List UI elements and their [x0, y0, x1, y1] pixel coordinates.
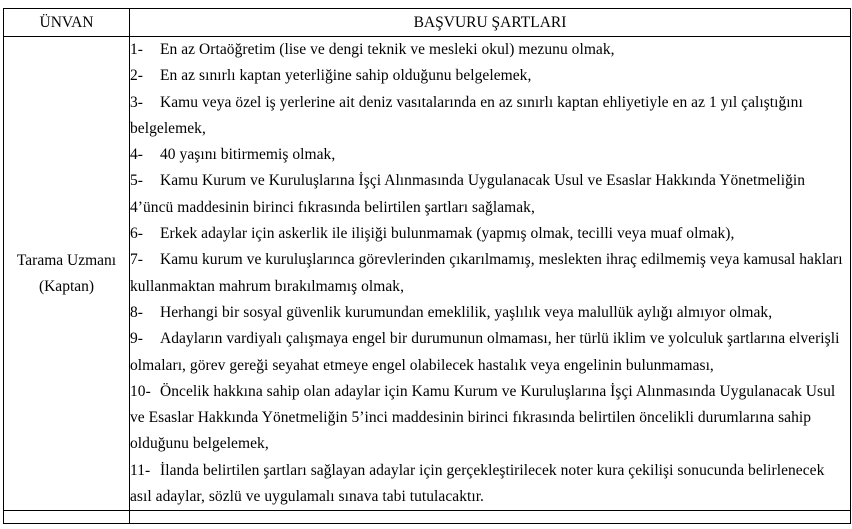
- requirement-number: 9-: [130, 330, 144, 348]
- requirement-text: Erkek adaylar için askerlik ile ilişiği bulunmamak (yapmış olmak, tecilli veya muaf olmak),: [160, 225, 735, 243]
- requirement-text: Kamu Kurum ve Kuruluşlarına İşçi Alınmasında Uygulanacak Usul ve Esaslar Hakkında Yönetmeliğin 4’üncü maddesinin birinci fıkrasında belirtilen şartları sağlamak,: [130, 172, 806, 216]
- table-header-row: [4, 9, 851, 37]
- requirement-item: [130, 37, 850, 63]
- requirement-number: 3-: [130, 93, 144, 111]
- requirement-number: 6-: [130, 225, 144, 243]
- requirement-text: En az sınırlı kaptan yeterliğine sahip olduğunu belgelemek,: [160, 67, 532, 85]
- next-title-cell: [4, 511, 130, 524]
- requirement-text: Adayların vardiyalı çalışmaya engel bir durumunun olmaması, her türlü iklim ve yolculuk şartlarına elverişli olmaları, görev gereği seyahat etmeye engel olabilecek hastalık veya engelinin bulunmaması,: [130, 330, 840, 374]
- requirements-column-header: BAŞVURU ŞARTLARI: [130, 9, 851, 37]
- requirement-item: [130, 458, 850, 511]
- requirement-number: 2-: [130, 67, 144, 85]
- requirement-number: 1-: [130, 41, 144, 58]
- requirement-item: [130, 90, 850, 143]
- requirements-table: [3, 8, 851, 524]
- requirement-text: Kamu kurum ve kuruluşlarınca görevlerinden çıkarılmamış, meslekten ihraç edilmemiş veya kamusal hakları kullanmaktan mahrum bırakılmamış olmak,: [130, 251, 843, 295]
- title-column-header: ÜNVAN: [4, 9, 130, 37]
- requirement-item: [130, 63, 850, 89]
- requirement-number: 7-: [130, 251, 144, 269]
- requirement-text: Öncelik hakkına sahip olan adaylar için Kamu Kurum ve Kuruluşlarına İşçi Alınmasında Uygulanacak Usul ve Esaslar Hakkında Yönetmeliğin 5’inci maddesinin birinci fıkrasında belirtilen öncelikli durumlarına sahip olduğunu belgelemek,: [130, 382, 836, 453]
- job-title-cell: [4, 37, 130, 511]
- job-title-subtitle: (Kaptan): [38, 277, 95, 295]
- requirement-number: 11-: [130, 461, 151, 479]
- job-title: Tarama Uzmanı: [16, 251, 117, 269]
- requirement-text: En az Ortaöğretim (lise ve dengi teknik ve mesleki okul) mezunu olmak,: [160, 41, 615, 58]
- requirement-item: [130, 221, 850, 247]
- requirement-text: Kamu veya özel iş yerlerine ait deniz vasıtalarında en az sınırlı kaptan ehliyetiyle en az 1 yıl çalıştığını belgelemek,: [130, 93, 803, 137]
- requirement-text: Herhangi bir sosyal güvenlik kurumundan emeklilik, yaşlılık veya malullük aylığı almıyor olmak,: [160, 303, 773, 321]
- requirement-item: [130, 326, 850, 379]
- requirement-item: [130, 379, 850, 458]
- requirement-number: 10-: [130, 382, 151, 400]
- requirement-text: İlanda belirtilen şartları sağlayan adaylar için gerçekleştirilecek noter kura çekilişi sonucunda belirlenecek asıl adaylar, sözlü ve uygulamalı sınava tabi tutulacaktır.: [130, 461, 825, 506]
- requirement-item: [130, 168, 850, 221]
- requirement-number: 5-: [130, 172, 144, 190]
- requirements-cell: [130, 37, 851, 511]
- requirement-number: 8-: [130, 303, 144, 321]
- next-requirements-cell: [130, 511, 851, 524]
- requirement-text: 40 yaşını bitirmemiş olmak,: [160, 146, 336, 164]
- next-table-row-partial: [4, 511, 851, 524]
- table-row: [4, 37, 851, 511]
- requirement-number: 4-: [130, 146, 144, 164]
- requirement-item: [130, 142, 850, 168]
- requirement-item: [130, 247, 850, 300]
- requirement-item: [130, 300, 850, 326]
